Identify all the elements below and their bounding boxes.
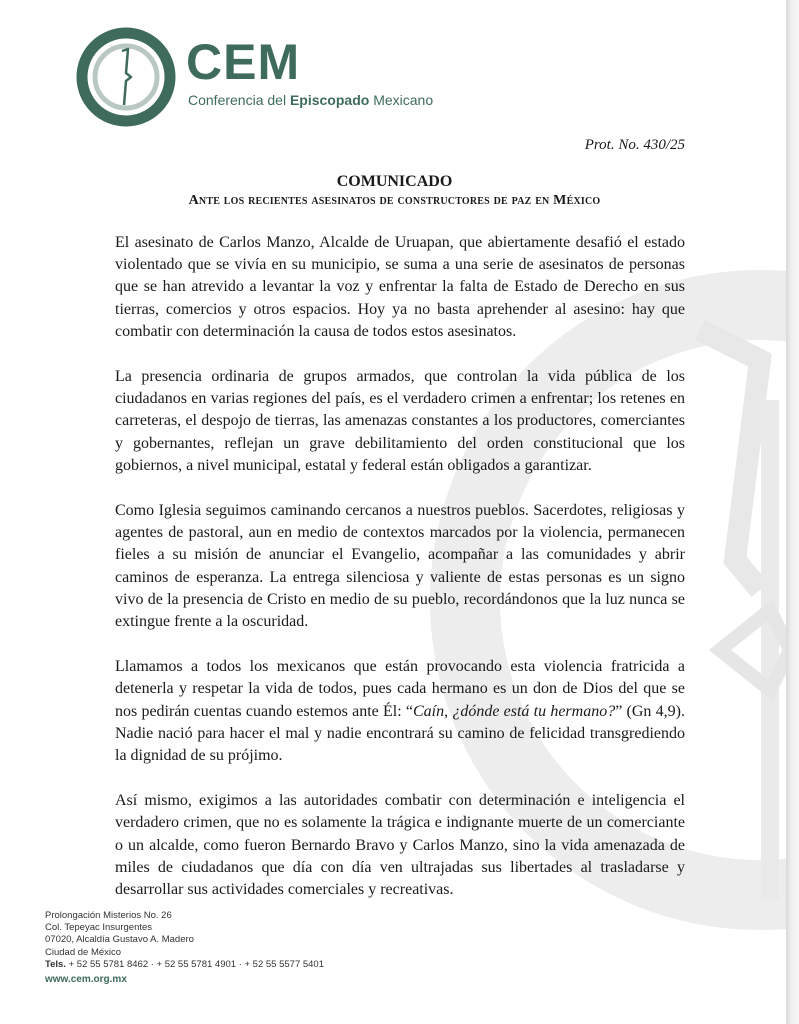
paragraph-4 — [115, 656, 685, 767]
paragraph-2: La presencia ordinaria de grupos armados, que controlan la vida pública de los ciudadanos en varias regiones del país, es el verdadero crimen a enfrentar; los retenes en carreteras, el despojo de tierras, las amenazas constantes a los productores, comerciantes y gobernantes, reflejan un grave debilitamiento del orden constitucional que los gobiernos, a nivel municipal, estatal y federal están obligados a garantizar. — [115, 368, 685, 474]
address-line: Prolongación Misterios No. 26 — [45, 910, 172, 921]
document-body — [115, 232, 685, 924]
page-edge-shadow — [786, 0, 799, 1024]
protocol-number: Prot. No. 430/25 — [584, 137, 685, 153]
document-subtitle: Ante los recientes asesinatos de constructores de paz en México — [188, 193, 601, 208]
tels-value: + 52 55 5781 8462 · + 52 55 5781 4901 · + 52 55 5577 5401 — [65, 958, 324, 970]
address-line: 07020, Alcaldía Gustavo A. Madero — [45, 934, 194, 946]
document-title: COMUNICADO — [336, 173, 453, 190]
footer-contact — [45, 910, 324, 986]
paragraph-3: Como Iglesia seguimos caminando cercanos a nuestros pueblos. Sacerdotes, religiosas y agentes de pastoral, aun en medio de contextos marcados por la violencia, permanecen fieles a su misión de anunciar el Evangelio, acompañar a las comunidades y abrir caminos de esperanza. La entrega silenciosa y valiente de estas personas es un signo vivo de la presencia de Cristo en medio de su pueblo, recordándonos que la luz nunca se extingue frente a la oscuridad. — [115, 502, 685, 631]
logo-acronym: CEM — [186, 34, 301, 90]
logo-fullname — [188, 92, 433, 108]
address-line: Col. Tepeyac Insurgentes — [45, 922, 153, 934]
phone-numbers — [45, 959, 324, 971]
website-link[interactable]: www.cem.org.mx — [45, 974, 127, 986]
tels-label: Tels. — [45, 958, 66, 970]
logo-name-pre: Conferencia del — [188, 92, 290, 108]
address-line: Ciudad de México — [45, 946, 122, 958]
paragraph-4-before: Llamamos a todos los mexicanos que están provocando esta violencia fratricida a detenerla y respetar la vida de todos, pues cada hermano es un don de Dios del que se nos pedirán cuentas cuando estemos ante Él: “ — [115, 658, 685, 720]
paragraph-5: Así mismo, exigimos a las autoridades combatir con determinación e inteligencia el verdadero crimen, que no es solamente la trágica e indignante muerte de un comerciante o un alcalde, como fueron Bernardo Bravo y Carlos Manzo, sino la vida amenazada de miles de ciudadanos que día con día ven ultrajadas sus libertades al trasladarse y desarrollar sus actividades comerciales y recreativas. — [115, 792, 685, 899]
biblical-quote: Caín, ¿dónde está tu hermano? — [412, 702, 616, 720]
cem-logo-icon — [76, 27, 176, 127]
logo-name-bold: Episcopado — [289, 92, 370, 108]
logo-name-post: Mexicano — [369, 92, 434, 108]
paragraph-4-after: ” (Gn 4,9). Nadie nació para hacer el mal y nadie encontrará su camino de felicidad transgrediendo la dignidad de su prójimo. — [115, 702, 685, 765]
paragraph-1: El asesinato de Carlos Manzo, Alcalde de Uruapan, que abiertamente desafió el estado violentado que se vivía en su municipio, se suma a una serie de asesinatos de personas que se han atrevido a levantar la voz y enfrentar la falta de Estado de Derecho en sus tierras, comercios y otros espacios. Hoy ya no basta aprehender al asesino: hay que combatir con determinación la causa de todos estos asesinatos. — [115, 234, 685, 340]
